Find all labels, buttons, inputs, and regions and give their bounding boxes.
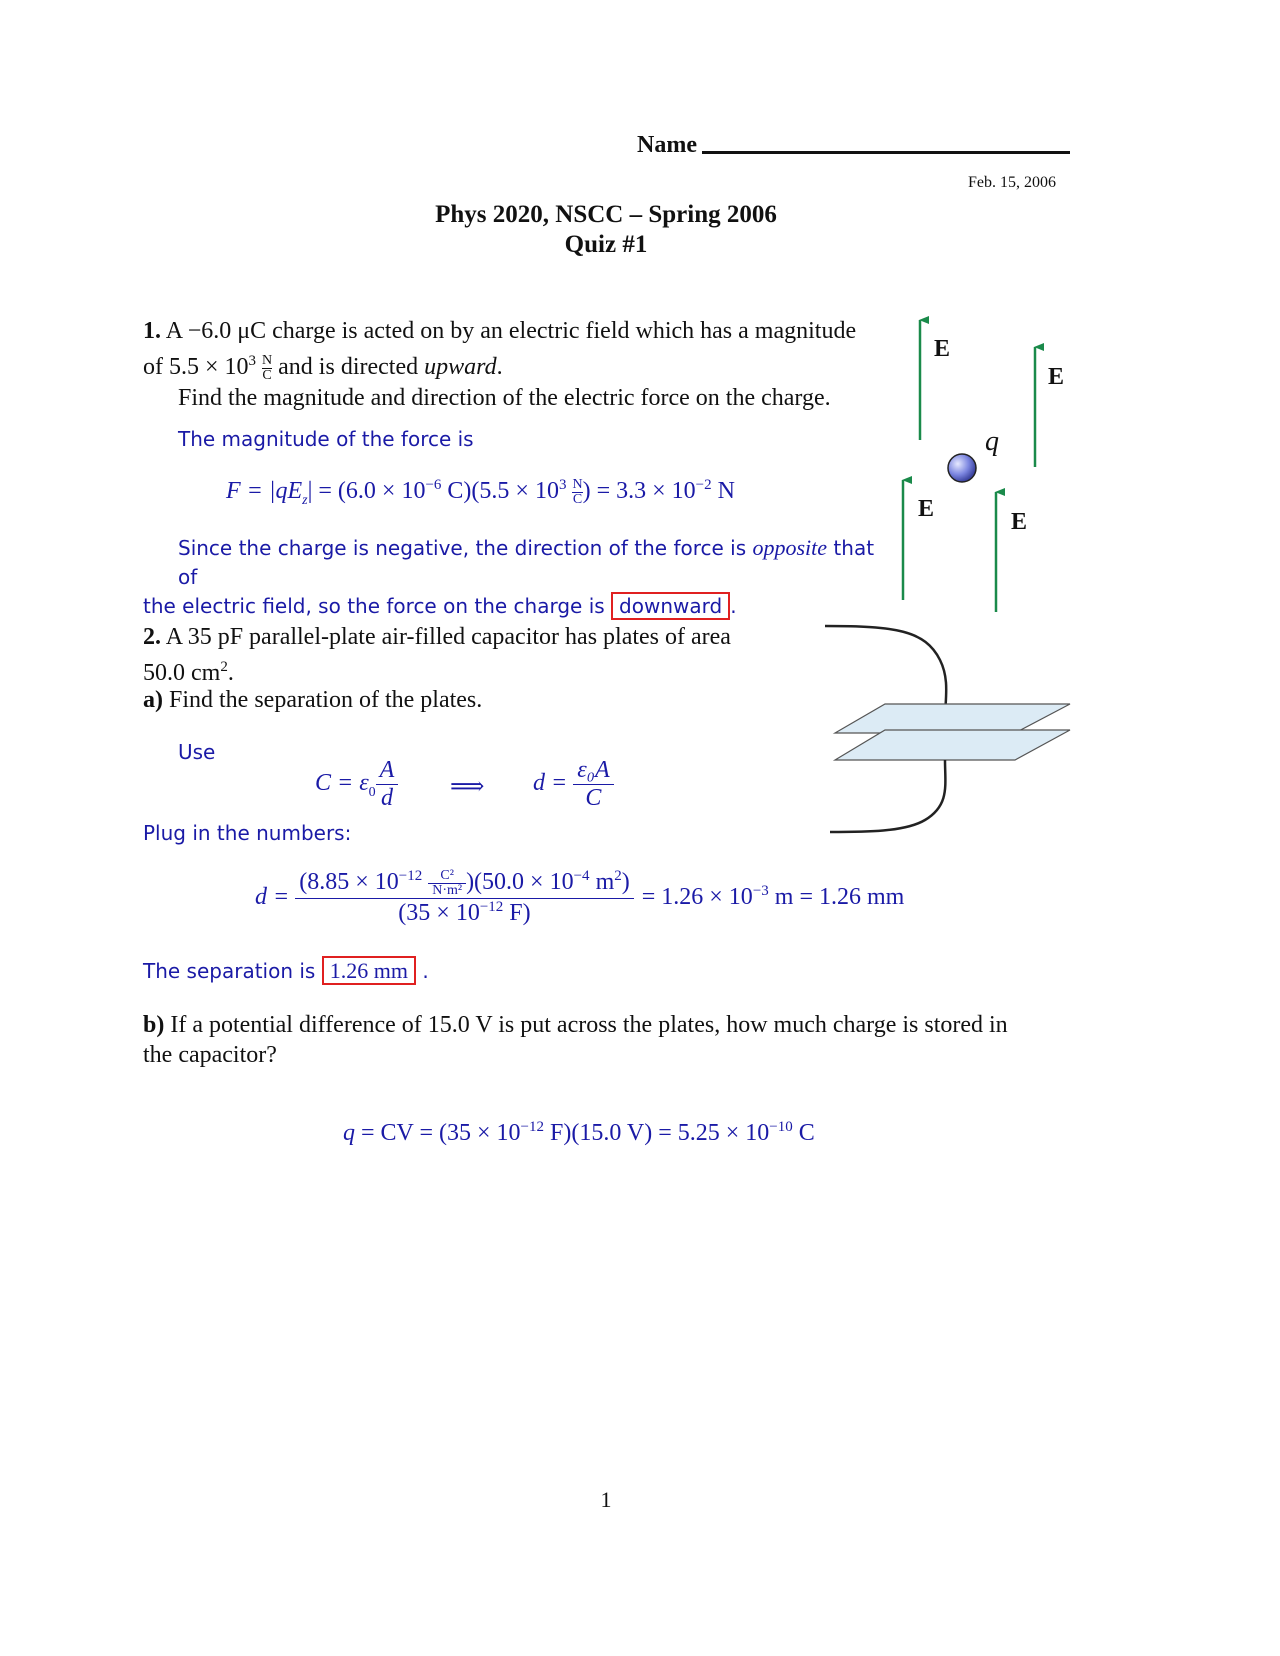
field-label-e: E — [1011, 509, 1028, 535]
problem2-line1: A 35 pF parallel-plate air-filled capacitor has plates of area — [165, 624, 731, 650]
answer-downward: downward — [611, 592, 730, 620]
capacitor-plate — [835, 730, 1070, 760]
separation-formula: d = $\frac{\text{ε₀A}}{C}$ — [533, 757, 614, 812]
problem1-line1: A −6.0 μC charge is acted on by an electric field which has a magnitude — [165, 318, 857, 344]
implies-arrow: ⟹ — [450, 774, 485, 800]
part-a-question: a) Find the separation of the plates. — [143, 687, 483, 713]
page-number: 1 — [600, 1487, 612, 1512]
part-b-question: b) If a potential difference of 15.0 V is put across the plates, how much charge is stored in the capacitor? — [143, 1012, 1008, 1068]
problem1-statement: 1. A −6.0 μC charge is acted on by an electric field which has a magnitude of $5.5 \times 10^3$ $\frac{N}{C}$ and is directed upward. Find the magnitude and direction of the electric force on the charge. — [143, 316, 883, 413]
part-b-label: b) — [143, 1012, 165, 1038]
exponent: 3 — [248, 353, 257, 369]
part-a-label: a) — [143, 687, 163, 713]
separation-calculation: d = ($8.85 \times 10^{-12}$ $\frac{\text{C²}}{\text{N·m²}}$ )($50.0 \times 10^{-4}$ $m^2$) ($35 \times 10^{-12}$ F) = $1.26 \times 10^{-3}$ m = 1.26 mm — [255, 867, 905, 926]
force-equation: $F = |qE_z| = (6.0 \times 10^{-6}$ $C)(5.5 \times 10^3$ $\frac{N}{C}) = 3.3 \times 10^{-2}$ N — [226, 476, 735, 508]
charge-sphere — [948, 454, 976, 482]
separation-result: The separation is 1.26 mm . — [143, 958, 429, 983]
capacitor-plate — [835, 704, 1070, 733]
problem2-statement: 2. A 35 pF parallel-plate air-filled capacitor has plates of area 50.0 $cm^2$. — [143, 624, 731, 686]
field-label-e: E — [918, 496, 935, 522]
name-label: Name — [637, 132, 697, 158]
name-line[interactable] — [702, 151, 1070, 154]
field-label-e: E — [934, 336, 951, 362]
plug-label: Plug in the numbers: — [143, 821, 352, 845]
unit-fraction: $\frac{N}{C}$ — [262, 352, 273, 383]
capacitor-diagram — [825, 620, 1085, 840]
problem1-number: 1. — [143, 318, 161, 344]
solution1-intro: The magnitude of the force is — [178, 427, 474, 451]
emphasis-upward: upward — [424, 354, 497, 380]
quiz-title: Quiz #1 — [564, 231, 648, 258]
field-label-e: E — [1048, 364, 1065, 390]
problem1-line3: Find the magnitude and direction of the electric force on the charge. — [178, 384, 831, 411]
charge-equation: q = CV = ($35 \times 10^{-12}$ F)(15.0 $V) = 5.25 \times 10^{-10}$ C — [343, 1119, 815, 1146]
answer-separation: 1.26 mm — [322, 956, 416, 985]
emphasis-opposite: opposite — [752, 535, 828, 560]
quiz-date: Feb. 15, 2006 — [968, 174, 1056, 191]
solution1-direction: Since the charge is negative, the direction of the force is opposite that of the electric field, so the force on the charge is downward . — [143, 535, 875, 618]
charge-label-q: q — [985, 426, 999, 457]
field-diagram — [880, 300, 1100, 620]
problem2-number: 2. — [143, 624, 161, 650]
problem1-line2: of 5.5 × 10 — [143, 354, 249, 380]
capacitance-formula: $C = \varepsilon_0$ $\frac{A}{d}$ — [315, 757, 398, 812]
course-title: Phys 2020, NSCC – Spring 2006 — [435, 201, 777, 228]
capacitor-wire — [830, 760, 945, 832]
use-label: Use — [178, 740, 216, 764]
